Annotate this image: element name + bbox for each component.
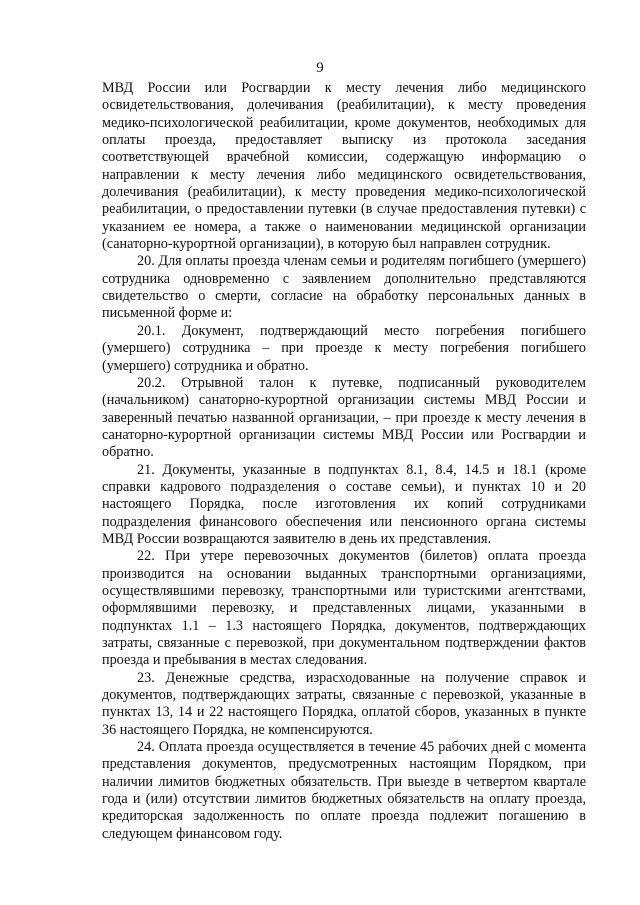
page-number: 9 (316, 60, 324, 76)
paragraph-21: 21. Документы, указанные в подпунктах 8.1, 8.4, 14.5 и 18.1 (кроме справки кадрового подразделения о составе семьи), и пунктах 10 и 20 настоящего Порядка, после изготовления их копий сотрудниками подразделения финансового обеспечения или пенсионного органа системы МВД России возвращаются заявителю в день их представления. (102, 461, 586, 547)
paragraph-23: 23. Денежные средства, израсходованные на получение справок и документов, подтверждающих затраты, связанные с перевозкой, указанные в пунктах 13, 14 и 22 настоящего Порядка, оплатой сборов, указанных в пункте 36 настоящего Порядка, не компенсируются. (102, 669, 586, 738)
paragraph-20-1: 20.1. Документ, подтверждающий место погребения погибшего (умершего) сотрудника – при проезде к месту погребения погибшего (умершего) сотрудника и обратно. (102, 322, 586, 374)
paragraph-20-2: 20.2. Отрывной талон к путевке, подписанный руководителем (начальником) санаторно-курортной организации системы МВД России и заверенный печатью названной организации, – при проезде к месту лечения в санаторно-курортной организации системы МВД России или Росгвардии и обратно. (102, 374, 586, 461)
paragraph-20: 20. Для оплаты проезда членам семьи и родителям погибшего (умершего) сотрудника одновременно с заявлением дополнительно представляются свидетельство о смерти, согласие на обработку персональных данных в письменной форме и: (102, 253, 586, 322)
paragraph-22: 22. При утере перевозочных документов (билетов) оплата проезда производится на основании выданных транспортными организациями, осуществлявшими перевозку, транспортными или туристскими агентствами, оформлявшими перевозку, и представленных лицами, указанными в подпунктах 1.1 – 1.3 настоящего Порядка, документов, подтверждающих затраты, связанные с перевозкой, при документальном подтверждении фактов проезда и пребывания в местах следования. (102, 548, 586, 669)
paragraph-24: 24. Оплата проезда осуществляется в течение 45 рабочих дней с момента представления документов, предусмотренных настоящим Порядком, при наличии лимитов бюджетных обязательств. При выезде в четвертом квартале года и (или) отсутствии лимитов бюджетных обязательств на оплату проезда, кредиторская задолженность по оплате проезда подлежит погашению в следующем финансовом году. (102, 739, 586, 842)
paragraph-continuation: МВД России или Росгвардии к месту лечения либо медицинского освидетельствования, долечивания (реабилитации), к месту проведения медико-психологической реабилитации, кроме документов, необходимых для оплаты проезда, предоставляет выписку из протокола заседания соответствующей врачебной комиссии, содержащую информацию о направлении к месту лечения либо медицинского освидетельствования, долечивания (реабилитации), к месту проведения медико-психологической реабилитации, о предоставлении путевки (в случае предоставления путевки) с указанием ее номера, а также о наименовании медицинской организации (санаторно-курортной организации), в которую был направлен сотрудник. (102, 80, 586, 253)
document-body (102, 80, 586, 843)
